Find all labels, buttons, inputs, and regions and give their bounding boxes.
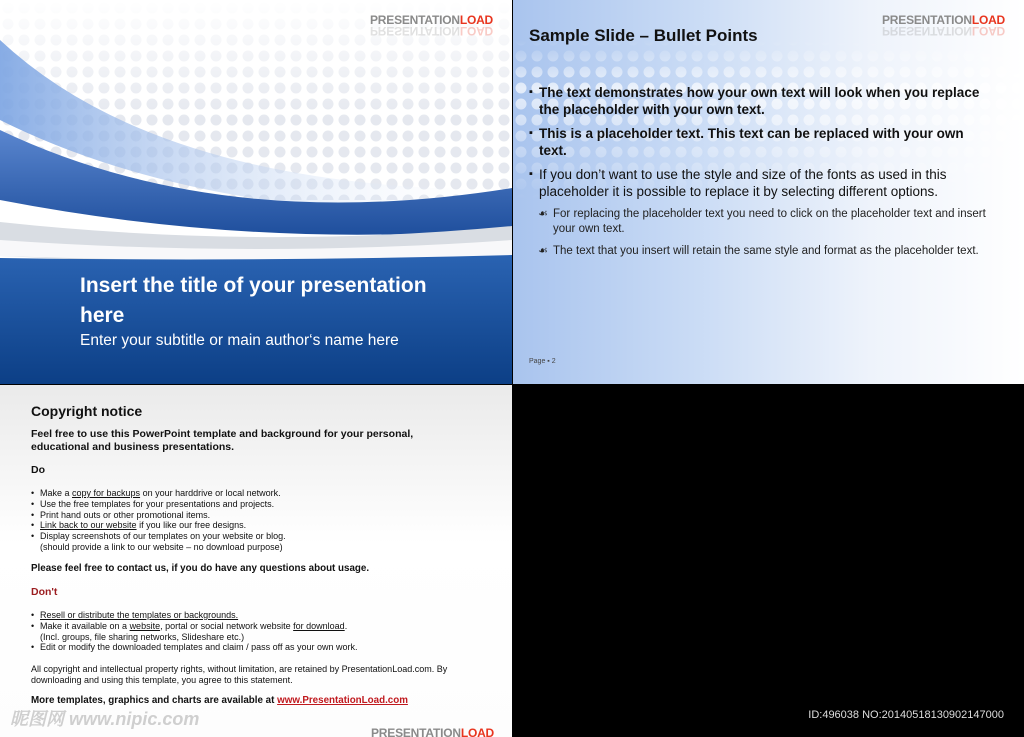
sub-bullet-text: The text that you insert will retain the same style and format as the placeholder text. — [553, 245, 979, 257]
sub-bullet-marker-icon: ☙ — [538, 245, 548, 257]
watermark: 昵图网 www.nipic.com — [10, 709, 200, 729]
copyright-slide[interactable] — [0, 385, 512, 737]
link-back-link[interactable]: Link back to our website — [40, 520, 137, 531]
presentation-subtitle[interactable]: Enter your subtitle or main author‘s name here — [80, 332, 399, 349]
presentationload-website-link[interactable]: www.PresentationLoad.com — [277, 695, 408, 706]
copyright-heading: Copyright notice — [31, 403, 143, 419]
list-item: • Link back to our website if you like our free designs. — [31, 520, 471, 531]
list-item: • Display screenshots of our templates on your website or blog. (should provide a link to our website – no download purpose) — [31, 531, 471, 553]
list-item: • Print hand outs or other promotional items. — [31, 510, 471, 521]
image-id-label: ID:496038 NO:20140518130902147000 — [808, 709, 1004, 721]
do-heading: Do — [31, 464, 45, 476]
for-download-link[interactable]: for download — [293, 620, 345, 631]
dont-note: (Incl. groups, file sharing networks, Slideshare etc.) — [40, 631, 245, 642]
list-item: • Make a copy for backups on your harddrive or local network. — [31, 488, 471, 499]
bullet-item[interactable]: ▪ If you don’t want to use the style and size of the fonts as used in this placeholder it is possible to replace it by selecting different options. — [529, 166, 989, 200]
title-slide[interactable] — [0, 0, 512, 384]
presentation-title[interactable]: Insert the title of your presentation here — [80, 274, 427, 327]
more-templates-line: More templates, graphics and charts are available at www.PresentationLoad.com — [31, 695, 408, 706]
rights-statement: All copyright and intellectual property rights, without limitation, are retained by PresentationLoad.com. By downloading and using this template, you agree to this statement. — [31, 664, 448, 685]
dont-list — [31, 610, 471, 653]
presentationload-logo-2: PRESENTATIONLOAD — [882, 13, 1006, 27]
sub-bullet-marker-icon: ☙ — [538, 208, 548, 220]
resell-link[interactable]: Resell or distribute the templates or backgrounds. — [40, 610, 239, 620]
slide-title[interactable]: Sample Slide – Bullet Points — [529, 26, 758, 45]
bullet-item[interactable]: ▪ This is a placeholder text. This text can be replaced with your own text. — [529, 125, 989, 159]
presentationload-logo: PRESENTATIONLOAD — [370, 13, 494, 27]
bullet-item[interactable]: ▪ The text demonstrates how your own text will look when you replace the placeholder with your own text. — [529, 84, 989, 118]
list-item: • Make it available on a website, portal or social network website for download. (Incl. groups, file sharing networks, Slideshare etc.) — [31, 621, 471, 643]
sub-bullet-item[interactable] — [529, 207, 989, 237]
list-item: • Use the free templates for your presentations and projects. — [31, 499, 471, 510]
list-item — [31, 610, 471, 621]
copyright-intro: Feel free to use this PowerPoint template and background for your personal, educational and business presentations. — [31, 428, 414, 453]
sub-bullet-item[interactable] — [529, 244, 989, 259]
dont-heading: Don't — [31, 586, 58, 598]
website-link[interactable]: website — [129, 620, 161, 631]
do-list — [31, 488, 471, 553]
copy-for-backups-link[interactable]: copy for backups — [72, 488, 141, 498]
sub-bullet-text: For replacing the placeholder text you need to click on the placeholder text and insert your own text. — [553, 208, 986, 235]
presentationload-logo-3: PRESENTATIONLOAD — [371, 726, 495, 737]
logo-reflection: PRESENTATIONLOAD — [370, 24, 494, 38]
logo-reflection-2: PRESENTATIONLOAD — [882, 24, 1006, 38]
do-note: (should provide a link to our website – no download purpose) — [40, 541, 283, 552]
bullet-list[interactable] — [529, 84, 989, 266]
page-number: Page ▪ 2 — [529, 358, 556, 365]
contact-note: Please feel free to contact us, if you do have any questions about usage. — [31, 563, 370, 574]
list-item: • Edit or modify the downloaded templates and claim / pass off as your own work. — [31, 642, 471, 653]
bullet-points-slide[interactable] — [513, 0, 1024, 384]
empty-black-area — [513, 385, 1024, 737]
